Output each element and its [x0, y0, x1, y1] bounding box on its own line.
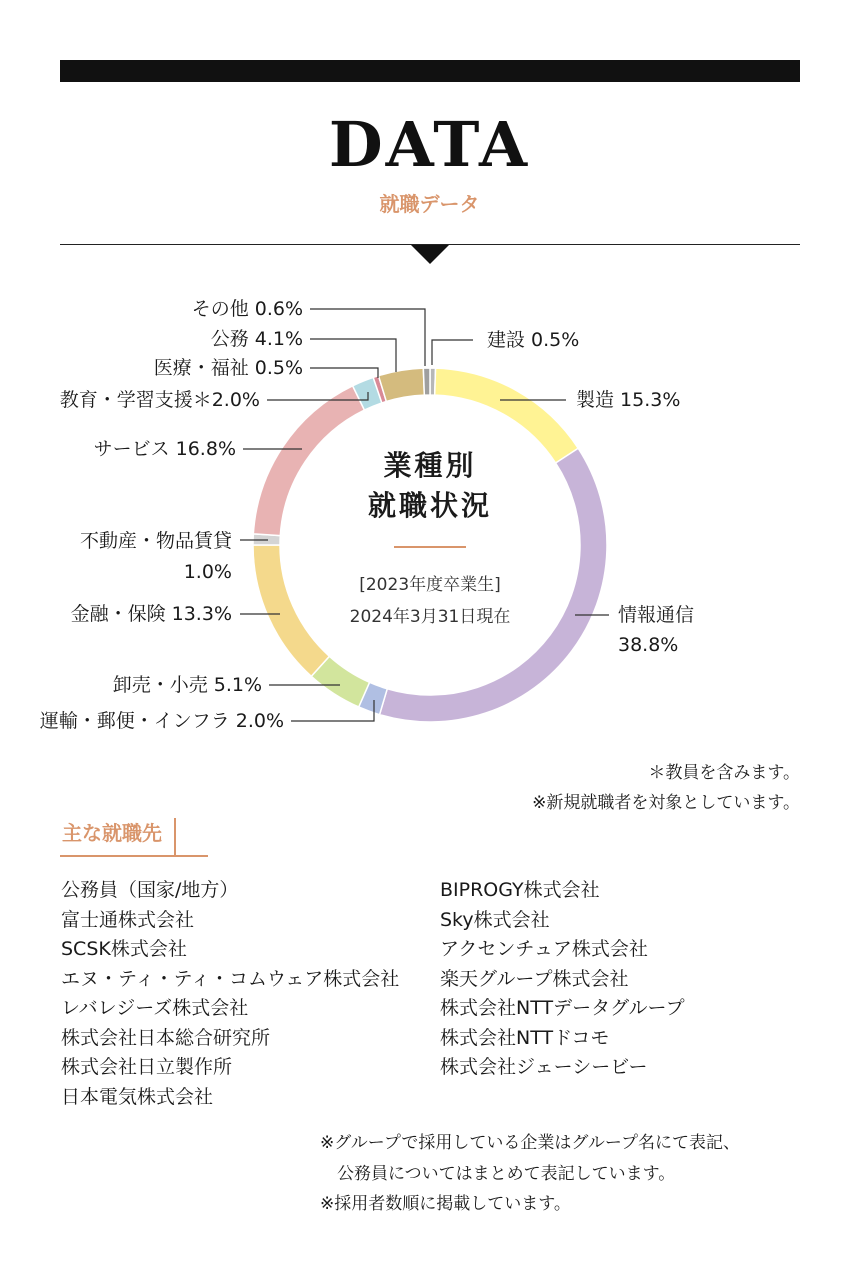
footnote-teachers: ＊教員を含みます。 — [648, 763, 800, 783]
note-public-servants: 公務員についてはまとめて表記しています。 — [320, 1163, 676, 1184]
chart-center-note-date: 2024年3月31日現在 — [349, 607, 511, 627]
employer-item: 公務員（国家/地方） — [61, 879, 239, 901]
employer-item: BIPROGY株式会社 — [440, 879, 600, 901]
employer-item: 日本電気株式会社 — [61, 1085, 214, 1108]
label-construction: 建設 0.5% — [487, 329, 580, 351]
label-services: サービス 16.8% — [93, 438, 236, 460]
label-finance: 金融・保険 13.3% — [70, 603, 232, 625]
page-subtitle: 就職データ — [379, 192, 480, 216]
employer-item: 株式会社NTTドコモ — [440, 1026, 610, 1049]
label-manufacturing: 製造 15.3% — [576, 389, 681, 411]
employers-heading — [62, 818, 176, 856]
employer-item: 楽天グループ株式会社 — [440, 967, 629, 990]
employer-item: 株式会社NTTデータグループ — [440, 997, 685, 1019]
label-real-estate: 不動産・物品賃貸 — [79, 530, 232, 552]
employer-item: SCSK株式会社 — [61, 938, 187, 960]
chart-center-note-year: [2023年度卒業生] — [359, 575, 501, 595]
chart-center-title-line2: 就職状況 — [367, 489, 492, 522]
leader-line-public — [310, 339, 396, 372]
slice-other — [423, 368, 430, 395]
label-medical: 医療・福祉 0.5% — [153, 357, 303, 379]
employers-right-list — [440, 876, 685, 1083]
label-education: 教育・学習支援＊2.0% — [59, 389, 260, 411]
label-real-estate-value: 1.0% — [183, 561, 232, 583]
label-info-comm: 情報通信 — [618, 604, 695, 626]
employers-heading-text: 主な就職先 — [62, 821, 162, 845]
employer-item: アクセンチュア株式会社 — [440, 938, 648, 960]
employer-item: レバレジーズ株式会社 — [61, 997, 249, 1019]
label-transport: 運輸・郵便・インフラ 2.0% — [39, 710, 284, 732]
employer-item: Sky株式会社 — [440, 908, 550, 931]
label-info-comm-value: 38.8% — [618, 634, 679, 656]
leader-line-medical — [310, 368, 378, 378]
label-other: その他 0.6% — [191, 298, 303, 320]
employer-item: 株式会社日本総合研究所 — [61, 1026, 271, 1049]
notes — [320, 1128, 740, 1220]
label-public: 公務 4.1% — [210, 328, 303, 350]
slice-public — [378, 368, 424, 401]
employer-item: 株式会社日立製作所 — [61, 1056, 233, 1078]
note-order: ※採用者数順に掲載しています。 — [320, 1194, 571, 1214]
employer-item: エヌ・ティ・ティ・コムウェア株式会社 — [61, 967, 400, 990]
heading-rule-horizontal — [60, 855, 208, 857]
employer-item: 株式会社ジェーシービー — [440, 1056, 648, 1078]
leader-line-construction — [432, 340, 473, 365]
heading-rule-vertical — [174, 818, 176, 856]
note-group-listing: ※グループで採用している企業はグループ名にて表記、 — [320, 1133, 741, 1153]
employer-item: 富士通株式会社 — [61, 908, 195, 931]
leader-line-other — [310, 309, 425, 366]
chart-center-title-line1: 業種別 — [383, 449, 477, 482]
chart-center-rule — [394, 546, 466, 548]
label-trade: 卸売・小売 5.1% — [112, 674, 262, 696]
page-title: DATA — [328, 108, 531, 181]
employers-left-list — [61, 876, 399, 1112]
footnote-new-hires: ※新規就職者を対象としています。 — [532, 793, 800, 813]
